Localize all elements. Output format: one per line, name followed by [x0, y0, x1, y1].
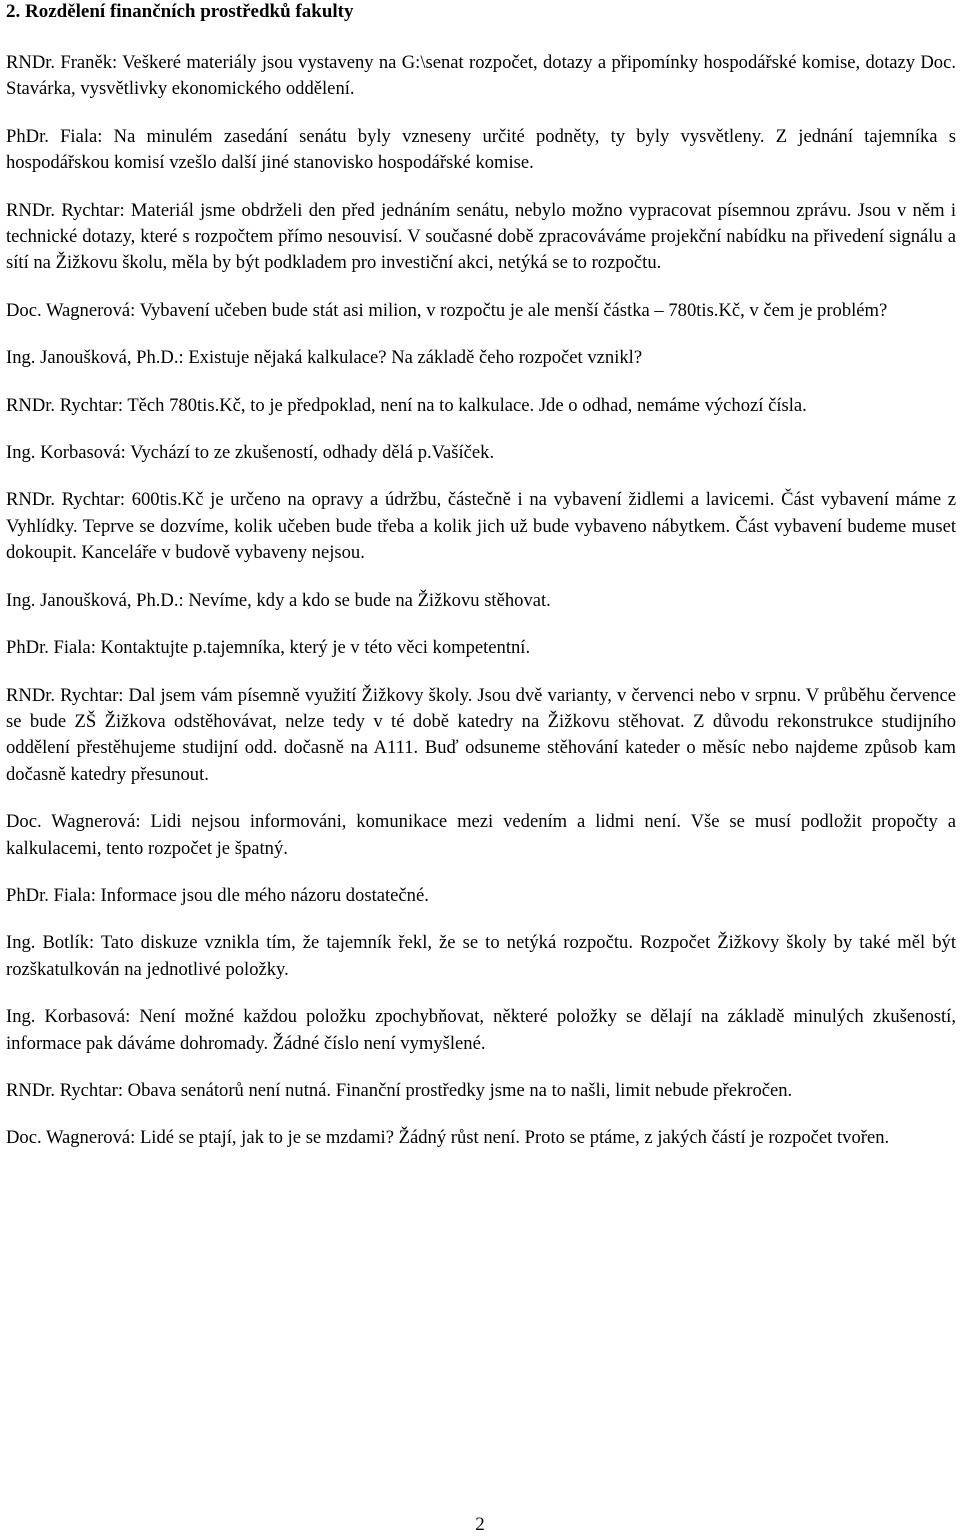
- paragraph: RNDr. Rychtar: Materiál jsme obdrželi den před jednáním senátu, nebylo možno vypracovat písemnou zprávu. Jsou v něm i technické dotazy, které s rozpočtem přímo nesouvisí. V současné době zpracováváme projekční nabídku na přivedení signálu a sítí na Žižkovu školu, měla by být podkladem pro investiční akci, netýká se to rozpočtu.: [6, 199, 956, 274]
- paragraph: RNDr. Franěk: Veškeré materiály jsou vystaveny na G:\senat rozpočet, dotazy a připomínky hospodářské komise, dotazy Doc. Stavárka, vysvětlivky ekonomického oddělení.: [6, 52, 956, 100]
- spacer: [6, 24, 956, 50]
- paragraph: RNDr. Rychtar: 600tis.Kč je určeno na opravy a údržbu, částečně i na vybavení židlemi a lavicemi. Část vybavení máme z Vyhlídky. Teprve se dozvíme, kolik učeben bude třeba a kolik jich už bude vybaveno nábytkem. Část vybavení budeme muset dokoupit. Kanceláře v budově vybaveny nejsou.: [6, 489, 956, 564]
- paragraph: Ing. Janoušková, Ph.D.: Nevíme, kdy a kdo se bude na Žižkovu stěhovat.: [6, 589, 551, 611]
- section-heading: 2. Rozdělení finančních prostředků fakulty: [6, 1, 354, 22]
- paragraph: Doc. Wagnerová: Lidi nejsou informováni, komunikace mezi vedením a lidmi není. Vše se musí podložit propočty a kalkulacemi, tento rozpočet je špatný.: [6, 811, 956, 859]
- page-number: 2: [475, 1514, 485, 1535]
- paragraph: RNDr. Rychtar: Obava senátorů není nutná. Finanční prostředky jsme na to našli, limit nebude překročen.: [6, 1079, 793, 1101]
- paragraph: PhDr. Fiala: Na minulém zasedání senátu byly vzneseny určité podněty, ty byly vysvětleny. Z jednání tajemníka s hospodářskou komisí vzešlo další jiné stanovisko hospodářské komise.: [6, 125, 956, 174]
- paragraph: Ing. Janoušková, Ph.D.: Existuje nějaká kalkulace? Na základě čeho rozpočet vznikl?: [6, 347, 643, 369]
- document-page: [6, 0, 956, 1152]
- paragraph: PhDr. Fiala: Kontaktujte p.tajemníka, který je v této věci kompetentní.: [6, 637, 531, 659]
- paragraph: RNDr. Rychtar: Dal jsem vám písemně využití Žižkovy školy. Jsou dvě varianty, v červenci nebo v srpnu. V průběhu července se bude ZŠ Žižkova odstěhovávat, nelze tedy v té době katedry na Žižkovu stěhovat. Z důvodu rekonstrukce studijního oddělení přestěhujeme studijní odd. dočasně na A111. Buď odsuneme stěhování kateder o měsíc nebo najdeme způsob kam dočasně katedry přesunout.: [6, 684, 956, 785]
- paragraph: RNDr. Rychtar: Těch 780tis.Kč, to je předpoklad, není na to kalkulace. Jde o odhad, nemáme výchozí čísla.: [6, 394, 807, 416]
- document-body: [6, 50, 956, 1152]
- paragraph: Ing. Korbasová: Vychází to ze zkušeností, odhady dělá p.Vašíček.: [6, 442, 495, 464]
- paragraph: PhDr. Fiala: Informace jsou dle mého názoru dostatečné.: [6, 884, 429, 906]
- paragraph: Ing. Korbasová: Není možné každou položku zpochybňovat, některé položky se dělají na základě minulých zkušeností, informace pak dáváme dohromady. Žádné číslo není vymyšlené.: [6, 1006, 956, 1054]
- paragraph: Ing. Botlík: Tato diskuze vznikla tím, že tajemník řekl, že se to netýká rozpočtu. Rozpočet Žižkovy školy by také měl být rozškatulkován na jednotlivé položky.: [6, 932, 956, 980]
- paragraph: Doc. Wagnerová: Vybavení učeben bude stát asi milion, v rozpočtu je ale menší částka – 780tis.Kč, v čem je problém?: [6, 299, 888, 321]
- paragraph: Doc. Wagnerová: Lidé se ptají, jak to je se mzdami? Žádný růst není. Proto se ptáme, z jakých částí je rozpočet tvořen.: [6, 1127, 890, 1149]
